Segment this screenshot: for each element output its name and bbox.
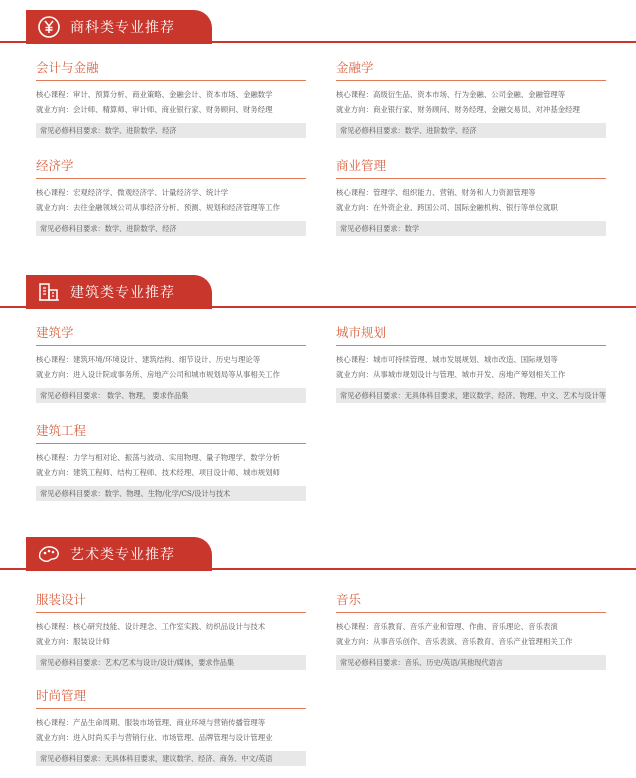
career-direction: 就业方向：进入时尚买手与营销行业、市场管理、品牌管理与设计管理业 [36,733,273,742]
core-courses: 核心课程：建筑环境/环境设计、建筑结构、细节设计、历史与理论等 [36,355,261,364]
section-title: 艺术类专业推荐 [70,547,175,563]
core-courses: 核心课程：审计、预算分析、商业策略、金融会计、资本市场、金融数学 [36,90,273,99]
subject-requirements: 常见必修科目要求：艺术/艺术与设计/设计/媒体，要求作品集 [36,655,306,670]
major-card [336,156,606,236]
major-underline [36,345,306,346]
major-card [336,590,606,670]
career-direction: 就业方向：服装设计师 [36,637,110,646]
career-direction: 就业方向：进入设计院或事务所、房地产公司和城市规划局等从事相关工作 [36,370,280,379]
section-header-architecture [0,275,636,309]
section-tab [26,275,212,309]
major-card [336,58,606,138]
core-courses: 核心课程：力学与相对论、振荡与波动、实用物理、量子物理学、数学分析 [36,453,280,462]
section-header-arts [0,537,636,571]
major-name: 建筑学 [36,325,74,340]
major-card [36,58,306,138]
building-icon [32,275,66,309]
major-name: 服装设计 [36,592,87,607]
core-courses: 核心课程：宏观经济学、微观经济学、计量经济学、统计学 [36,188,229,197]
core-courses: 核心课程：产品生命周期、服装市场管理、商业环境与营销传播管理等 [36,718,266,727]
major-underline [36,708,306,709]
major-name: 经济学 [36,158,74,173]
major-card [336,323,606,403]
major-name: 音乐 [336,592,362,607]
section-title: 商科类专业推荐 [70,20,175,36]
core-courses: 核心课程：音乐教育、音乐产业和管理、作曲、音乐理论、音乐表演 [336,622,558,631]
palette-icon [32,537,66,571]
major-underline [336,80,606,81]
major-name: 金融学 [336,60,374,75]
major-card [36,156,306,236]
career-direction: 就业方向：商业银行家、财务顾问、财务经理、金融交易员、对冲基金经理 [336,105,580,114]
subject-requirements: 常见必修科目要求：无具体科目要求，建议数学、经济、商务、中文/英语 [36,751,306,766]
core-courses: 核心课程：核心研究技能、设计理念、工作室实践、纺织品设计与技术 [36,622,266,631]
subject-requirements: 常见必修科目要求：数学 [336,221,606,236]
major-underline [36,80,306,81]
career-direction: 就业方向：在外资企业、跨国公司、国际金融机构、银行等单位就职 [336,203,558,212]
subject-requirements: 常见必修科目要求：无具体科目要求，建议数学、经济、物理、中文、艺术与设计等 [336,388,606,403]
career-direction: 就业方向：去往金融领域公司从事经济分析、预测、规划和经济管理等工作 [36,203,280,212]
section-tab [26,10,212,44]
yen-icon [32,10,66,44]
subject-requirements: 常见必修科目要求：数学、物理、生物/化学/CS/设计与技术 [36,486,306,501]
section-tab [26,537,212,571]
subject-requirements: 常见必修科目要求：数学、进阶数学、经济 [36,123,306,138]
subject-requirements: 常见必修科目要求：数学、进阶数学、经济 [336,123,606,138]
career-direction: 就业方向：从事音乐创作、音乐表演、音乐教育、音乐产业管理相关工作 [336,637,573,646]
core-courses: 核心课程：管理学、组织能力、营销、财务和人力资源管理等 [336,188,536,197]
core-courses: 核心课程：高级衍生品、资本市场、行为金融、公司金融、金融管理等 [336,90,566,99]
major-underline [36,443,306,444]
major-underline [36,612,306,613]
subject-requirements: 常见必修科目要求： 数学、物理， 要求作品集 [36,388,306,403]
major-name: 城市规划 [336,325,387,340]
career-direction: 就业方向：从事城市规划设计与管理、城市开发、房地产筹划相关工作 [336,370,566,379]
major-name: 商业管理 [336,158,387,173]
section-header-business [0,10,636,44]
major-card [36,590,306,670]
subject-requirements: 常见必修科目要求：数学、进阶数学、经济 [36,221,306,236]
subject-requirements: 常见必修科目要求：音乐、历史/英语/其他现代语言 [336,655,606,670]
major-card [36,421,306,501]
career-direction: 就业方向：建筑工程师、结构工程师、技术经理、项目设计师、城市规划师 [36,468,280,477]
major-card [36,323,306,403]
career-direction: 就业方向：会计师、精算师、审计师、商业银行家、财务顾问、财务经理 [36,105,273,114]
major-underline [336,178,606,179]
core-courses: 核心课程：城市可持续管理、城市发展规划、城市改造、国际规划等 [336,355,558,364]
major-underline [36,178,306,179]
major-name: 时尚管理 [36,688,87,703]
major-card [36,686,306,766]
section-title: 建筑类专业推荐 [70,285,175,301]
major-name: 建筑工程 [36,423,87,438]
major-underline [336,345,606,346]
major-underline [336,612,606,613]
major-name: 会计与金融 [36,60,99,75]
